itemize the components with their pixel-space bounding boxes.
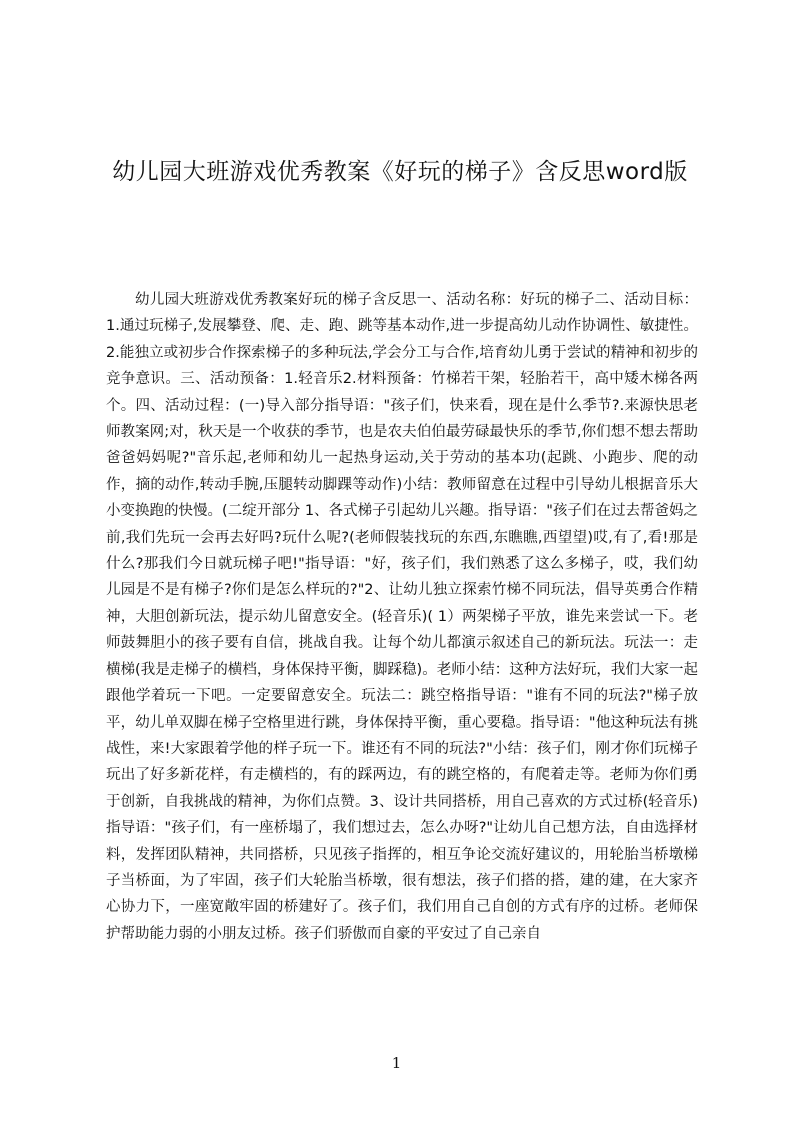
body-paragraph: 幼儿园大班游戏优秀教案好玩的梯子含反思一、活动名称：好玩的梯子二、活动目标：1.通过玩梯子,发展攀登、爬、走、跑、跳等基本动作,进一步提高幼儿动作协调性、敏捷性。2.能独立或初步合作探索梯子的多种玩法,学会分工与合作,培育幼儿勇于尝试的精神和初步的竞争意识。三、活动预备：1.轻音乐2.材料预备：竹梯若干架，轻胎若干，高中矮木梯各两个。四、活动过程：(一)导入部分指导语："孩子们，快来看，现在是什么季节?.来源快思老师教案网;对，秋天是一个收获的季节，也是农夫伯伯最劳碌最快乐的季节,你们想不想去帮助爸爸妈妈呢?"音乐起,老师和幼儿一起热身运动,关于劳动的基本功(起跳、小跑步、爬的动作，摘的动作,转动手腕,压腿转动脚踝等动作)小结：教师留意在过程中引导幼儿根据音乐大小变换跑的快慢。(二绽开部分 1、各式梯子引起幼儿兴趣。指导语："孩子们在过去帮爸妈之前,我们先玩一会再去好吗?玩什么呢?(老师假装找玩的东西,东瞧瞧,西望望)哎,有了,看!那是什么?那我们今日就玩梯子吧!"指导语："好，孩子们，我们熟悉了这么多梯子，哎，我们幼儿园是不是有梯子?你们是怎么样玩的?"2、让幼儿独立探索竹梯不同玩法，倡导英勇合作精神，大胆创新玩法，提示幼儿留意安全。(轻音乐)( 1）两架梯子平放，谁先来尝试一下。老师鼓舞胆小的孩子要有自信，挑战自我。让每个幼儿都演示叙述自己的新玩法。玩法一：走横梯(我是走梯子的横档，身体保持平衡，脚踩稳)。老师小结：这种方法好玩，我们大家一起跟他学着玩一下吧。一定要留意安全。玩法二：跳空格指导语："谁有不同的玩法?"梯子放平，幼儿单双脚在梯子空格里进行跳，身体保持平衡，重心要稳。指导语："他这种玩法有挑战性，来!大家跟着学他的样子玩一下。谁还有不同的玩法?"小结：孩子们，刚才你们玩梯子玩出了好多新花样，有走横档的，有的踩两边，有的跳空格的，有爬着走等。老师为你们勇于创新，自我挑战的精神，为你们点赞。3、设计共同搭桥，用自己喜欢的方式过桥(轻音乐)指导语："孩子们，有一座桥塌了，我们想过去，怎么办呀?"让幼儿自己想方法，自由选择材料，发挥团队精神，共同搭桥，只见孩子指挥的，相互争论交流好建议的，用轮胎当桥墩梯子当桥面，为了牢固，孩子们大轮胎当桥墩，很有想法，孩子们搭的搭，建的建，在大家齐心协力下，一座宽敞牢固的桥建好了。孩子们，我们用自己自创的方式有序的过桥。老师保护帮助能力弱的小朋友过桥。孩子们骄傲而自豪的平安过了自己亲自	[106, 292, 698, 942]
page-number: 1	[391, 1054, 402, 1072]
document-title: 幼儿园大班游戏优秀教案《好玩的梯子》含反思word版	[112, 159, 688, 186]
